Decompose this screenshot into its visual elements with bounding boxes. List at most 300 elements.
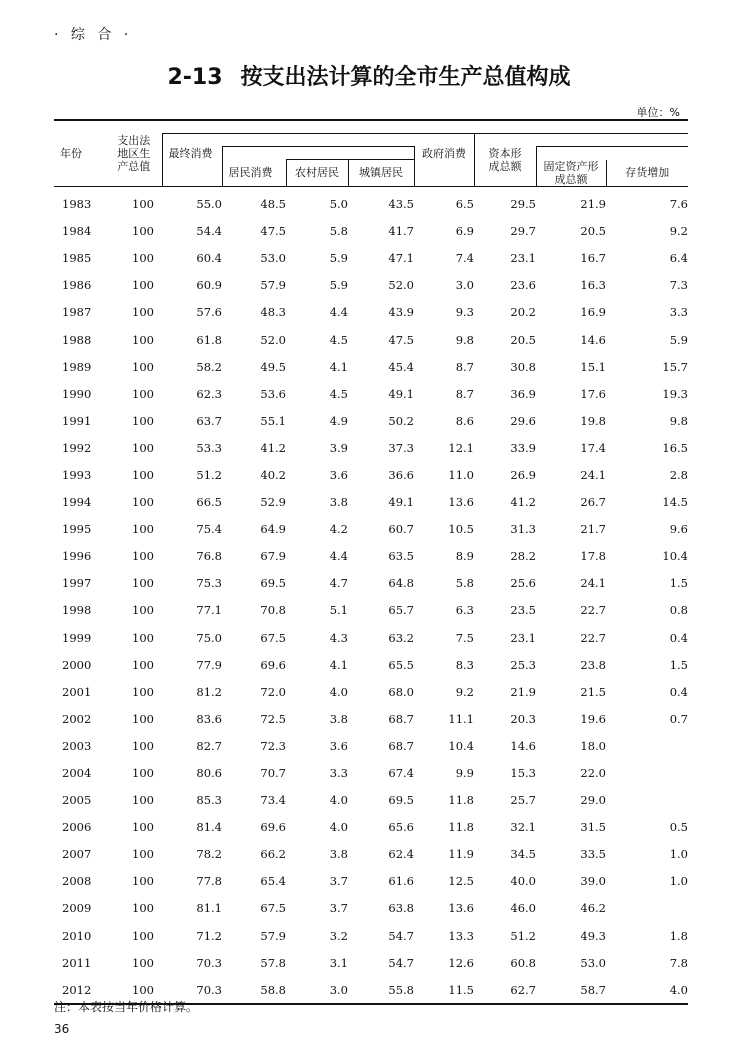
cell-inventory: 7.6: [669, 197, 688, 212]
section-label: · 综 合 ·: [54, 27, 133, 43]
cell-final-consumption: 53.3: [196, 440, 222, 455]
cell-final-consumption: 51.2: [196, 467, 222, 482]
cell-urban: 47.1: [388, 251, 414, 266]
cell-final-consumption: 71.2: [196, 928, 222, 943]
cell-fixed-capital: 18.0: [580, 738, 606, 753]
header-capital-bracket: [474, 134, 688, 147]
table-number: 2-13: [167, 65, 223, 90]
cell-year: 1994: [62, 495, 92, 510]
cell-government: 12.6: [448, 955, 474, 970]
cell-fixed-capital: 22.7: [580, 603, 606, 618]
table-row: [54, 732, 688, 759]
cell-inventory: 2.8: [669, 467, 688, 482]
cell-rural: 4.4: [329, 305, 348, 320]
cell-gdp: 100: [132, 386, 154, 401]
cell-fixed-capital: 19.6: [580, 711, 606, 726]
cell-inventory: 7.8: [669, 955, 688, 970]
cell-urban: 49.1: [388, 495, 414, 510]
cell-urban: 67.4: [388, 766, 414, 781]
cell-urban: 69.5: [388, 793, 414, 808]
cell-gdp: 100: [106, 976, 162, 1004]
cell-inventory: 1.5: [669, 657, 688, 672]
cell-inventory: 4.0: [606, 976, 688, 1004]
cell-urban: 65.6: [388, 820, 414, 835]
cell-fixed-capital: 49.3: [580, 928, 606, 943]
cell-household: 70.7: [260, 766, 286, 781]
cell-inventory: 16.5: [662, 440, 688, 455]
unit-label: 单位：%: [636, 106, 680, 119]
cell-urban: 52.0: [388, 278, 414, 293]
cell-government: 6.3: [455, 603, 474, 618]
cell-final-consumption: 76.8: [196, 549, 222, 564]
cell-rural: 5.0: [329, 197, 348, 212]
cell-urban: 65.5: [388, 657, 414, 672]
cell-government: 9.8: [455, 332, 474, 347]
cell-household: 57.8: [260, 955, 286, 970]
cell-final-consumption: 78.2: [196, 847, 222, 862]
cell-inventory: 1.5: [669, 576, 688, 591]
cell-inventory: 9.6: [669, 522, 688, 537]
cell-capital-formation: 31.3: [510, 522, 536, 537]
cell-household: 52.9: [260, 495, 286, 510]
cell-government: 8.7: [455, 386, 474, 401]
cell-government: 11.0: [448, 467, 474, 482]
cell-household: 49.5: [260, 359, 286, 374]
cell-final-consumption: 70.3: [162, 976, 222, 1004]
cell-gdp: 100: [132, 305, 154, 320]
table-row: [54, 218, 688, 245]
cell-rural: 4.0: [329, 820, 348, 835]
cell-fixed-capital: 46.2: [580, 901, 606, 916]
cell-gdp: 100: [132, 684, 154, 699]
cell-inventory: 0.4: [669, 684, 688, 699]
cell-gdp: 100: [132, 467, 154, 482]
cell-urban: 60.7: [388, 522, 414, 537]
table-row: [54, 272, 688, 299]
cell-household: 72.3: [260, 738, 286, 753]
cell-rural: 4.5: [329, 332, 348, 347]
cell-gdp: 100: [132, 224, 154, 239]
cell-gdp: 100: [132, 738, 154, 753]
cell-gdp: 100: [132, 874, 154, 889]
cell-capital-formation: 30.8: [510, 359, 536, 374]
cell-inventory: 6.4: [669, 251, 688, 266]
cell-household: 64.9: [260, 522, 286, 537]
cell-inventory: 1.0: [669, 847, 688, 862]
cell-fixed-capital: 33.5: [580, 847, 606, 862]
cell-government: 11.1: [448, 711, 474, 726]
cell-fixed-capital: 29.0: [580, 793, 606, 808]
cell-government: 11.5: [414, 976, 474, 1004]
table-row: [54, 597, 688, 624]
cell-capital-formation: 15.3: [510, 766, 536, 781]
table-row: [54, 245, 688, 272]
cell-household: 40.2: [260, 467, 286, 482]
cell-government: 8.3: [455, 657, 474, 672]
cell-government: 11.8: [448, 793, 474, 808]
cell-final-consumption: 66.5: [196, 495, 222, 510]
cell-household: 67.5: [260, 901, 286, 916]
cell-rural: 4.0: [329, 793, 348, 808]
cell-fixed-capital: 16.3: [580, 278, 606, 293]
cell-fixed-capital: 17.8: [580, 549, 606, 564]
cell-fixed-capital: 26.7: [580, 495, 606, 510]
cell-household: 65.4: [260, 874, 286, 889]
cell-fixed-capital: 16.9: [580, 305, 606, 320]
cell-year: 1983: [62, 197, 92, 212]
cell-gdp: 100: [132, 901, 154, 916]
cell-fixed-capital: 16.7: [580, 251, 606, 266]
cell-year: 2012: [54, 976, 106, 1004]
cell-gdp: 100: [132, 603, 154, 618]
cell-government: 12.1: [448, 440, 474, 455]
cell-household: 41.2: [260, 440, 286, 455]
cell-urban: 68.7: [388, 738, 414, 753]
header-household: 居民消费: [222, 160, 286, 187]
table-row: [54, 841, 688, 868]
page-number: 36: [54, 1022, 70, 1036]
table-row: [54, 814, 688, 841]
cell-inventory: 0.4: [669, 630, 688, 645]
cell-inventory: [606, 732, 688, 759]
table-body: [54, 186, 688, 1004]
table-row: [54, 380, 688, 407]
cell-government: 9.9: [455, 766, 474, 781]
cell-urban: 41.7: [388, 224, 414, 239]
table-row: [54, 489, 688, 516]
table-row: [54, 407, 688, 434]
header-consumption-bracket: [162, 134, 474, 147]
table-row: [54, 326, 688, 353]
cell-year: 1992: [62, 440, 92, 455]
cell-capital-formation: 62.7: [474, 976, 536, 1004]
cell-urban: 64.8: [388, 576, 414, 591]
header-capital-line-1: 资本形: [488, 146, 522, 160]
cell-gdp: 100: [132, 576, 154, 591]
cell-urban: 68.0: [388, 684, 414, 699]
cell-inventory: 10.4: [662, 549, 688, 564]
cell-rural: 4.3: [329, 630, 348, 645]
cell-rural: 4.5: [329, 386, 348, 401]
cell-inventory: 1.8: [669, 928, 688, 943]
cell-inventory: 14.5: [662, 495, 688, 510]
cell-final-consumption: 77.9: [196, 657, 222, 672]
header-capital-line-2: 成总额: [488, 159, 522, 173]
table-row: [54, 787, 688, 814]
cell-inventory: 7.3: [669, 278, 688, 293]
cell-capital-formation: 51.2: [510, 928, 536, 943]
cell-fixed-capital: 15.1: [580, 359, 606, 374]
cell-government: 11.9: [448, 847, 474, 862]
header-gdp-line-3: 产总值: [117, 159, 151, 173]
header-inventory: 存货增加: [606, 160, 688, 187]
cell-final-consumption: 75.4: [196, 522, 222, 537]
cell-urban: 36.6: [388, 467, 414, 482]
cell-capital-formation: 25.3: [510, 657, 536, 672]
cell-urban: 62.4: [388, 847, 414, 862]
cell-final-consumption: 60.4: [196, 251, 222, 266]
table-row: [54, 434, 688, 461]
gdp-composition-table: [54, 119, 688, 1005]
cell-gdp: 100: [132, 928, 154, 943]
header-household-bracket: [222, 147, 414, 160]
cell-fixed-capital: 58.7: [536, 976, 606, 1004]
cell-capital-formation: 34.5: [510, 847, 536, 862]
cell-rural: 4.9: [329, 413, 348, 428]
cell-year: 2011: [62, 955, 92, 970]
cell-gdp: 100: [132, 793, 154, 808]
cell-household: 58.8: [222, 976, 286, 1004]
footnote: 注：本表按当年价格计算。: [54, 1000, 199, 1014]
cell-final-consumption: 83.6: [196, 711, 222, 726]
cell-capital-formation: 26.9: [510, 467, 536, 482]
cell-final-consumption: 81.4: [196, 820, 222, 835]
cell-gdp: 100: [132, 711, 154, 726]
cell-fixed-capital: 21.9: [580, 197, 606, 212]
cell-inventory: [606, 787, 688, 814]
cell-household: 69.5: [260, 576, 286, 591]
cell-rural: 5.9: [329, 278, 348, 293]
cell-year: 2003: [62, 738, 92, 753]
cell-final-consumption: 77.8: [196, 874, 222, 889]
cell-fixed-capital: 24.1: [580, 576, 606, 591]
cell-final-consumption: 54.4: [196, 224, 222, 239]
cell-household: 48.5: [260, 197, 286, 212]
table-row: [54, 651, 688, 678]
cell-year: 2001: [62, 684, 92, 699]
cell-capital-formation: 21.9: [510, 684, 536, 699]
cell-urban: 61.6: [388, 874, 414, 889]
cell-final-consumption: 85.3: [196, 793, 222, 808]
page-title: [0, 60, 738, 91]
cell-rural: 3.1: [329, 955, 348, 970]
cell-fixed-capital: 53.0: [580, 955, 606, 970]
cell-fixed-capital: 39.0: [580, 874, 606, 889]
cell-capital-formation: 25.6: [510, 576, 536, 591]
cell-inventory: [606, 759, 688, 786]
cell-year: 2005: [62, 793, 92, 808]
cell-household: 70.8: [260, 603, 286, 618]
cell-gdp: 100: [132, 332, 154, 347]
cell-year: 1996: [62, 549, 92, 564]
cell-urban: 63.8: [388, 901, 414, 916]
cell-final-consumption: 63.7: [196, 413, 222, 428]
cell-capital-formation: 23.5: [510, 603, 536, 618]
cell-rural: 5.1: [329, 603, 348, 618]
cell-final-consumption: 82.7: [196, 738, 222, 753]
cell-government: 8.6: [455, 413, 474, 428]
cell-household: 47.5: [260, 224, 286, 239]
cell-year: 1997: [62, 576, 92, 591]
header-government: 政府消费: [414, 147, 474, 187]
cell-urban: 50.2: [388, 413, 414, 428]
header-fixed-capital: [536, 160, 606, 187]
cell-household: 66.2: [260, 847, 286, 862]
cell-household: 53.0: [260, 251, 286, 266]
cell-gdp: 100: [132, 549, 154, 564]
cell-inventory: 5.9: [669, 332, 688, 347]
cell-rural: 4.2: [329, 522, 348, 537]
cell-gdp: 100: [132, 766, 154, 781]
cell-household: 67.9: [260, 549, 286, 564]
cell-household: 69.6: [260, 657, 286, 672]
cell-capital-formation: 14.6: [510, 738, 536, 753]
cell-government: 11.8: [448, 820, 474, 835]
cell-gdp: 100: [132, 251, 154, 266]
cell-gdp: 100: [132, 522, 154, 537]
header-gdp-line-1: 支出法: [117, 133, 151, 147]
cell-household: 72.5: [260, 711, 286, 726]
cell-rural: 3.8: [329, 495, 348, 510]
cell-household: 73.4: [260, 793, 286, 808]
cell-inventory: 19.3: [662, 386, 688, 401]
table-row: [54, 461, 688, 488]
cell-urban: 65.7: [388, 603, 414, 618]
cell-final-consumption: 55.0: [196, 197, 222, 212]
cell-gdp: 100: [132, 630, 154, 645]
header-gdp: [106, 120, 162, 186]
cell-final-consumption: 70.3: [196, 955, 222, 970]
cell-year: 1991: [62, 413, 92, 428]
cell-government: 5.8: [455, 576, 474, 591]
cell-capital-formation: 40.0: [510, 874, 536, 889]
cell-final-consumption: 80.6: [196, 766, 222, 781]
cell-household: 57.9: [260, 928, 286, 943]
cell-year: 2004: [62, 766, 92, 781]
cell-household: 69.6: [260, 820, 286, 835]
cell-government: 6.9: [455, 224, 474, 239]
cell-urban: 37.3: [388, 440, 414, 455]
cell-final-consumption: 58.2: [196, 359, 222, 374]
cell-government: 13.6: [448, 901, 474, 916]
cell-year: 1989: [62, 359, 92, 374]
cell-fixed-capital: 21.7: [580, 522, 606, 537]
cell-rural: 3.8: [329, 847, 348, 862]
cell-rural: 3.7: [329, 874, 348, 889]
table-row: [54, 516, 688, 543]
cell-year: 1984: [62, 224, 92, 239]
cell-final-consumption: 62.3: [196, 386, 222, 401]
cell-government: 10.4: [448, 738, 474, 753]
cell-final-consumption: 81.2: [196, 684, 222, 699]
header-fixed-line-1: 固定资产形: [543, 159, 599, 173]
cell-rural: 4.0: [329, 684, 348, 699]
cell-year: 1986: [62, 278, 92, 293]
cell-capital-formation: 33.9: [510, 440, 536, 455]
header-top-spacer: [162, 120, 688, 134]
cell-government: 9.3: [455, 305, 474, 320]
table-row: [54, 868, 688, 895]
cell-household: 52.0: [260, 332, 286, 347]
cell-gdp: 100: [132, 413, 154, 428]
cell-capital-formation: 29.7: [510, 224, 536, 239]
table-row: [54, 624, 688, 651]
table-row: [54, 543, 688, 570]
header-urban: 城镇居民: [348, 160, 414, 187]
cell-government: 9.2: [455, 684, 474, 699]
table-row: [54, 759, 688, 786]
cell-final-consumption: 61.8: [196, 332, 222, 347]
cell-capital-formation: 25.7: [510, 793, 536, 808]
header-fixed-line-2: 成总额: [554, 172, 588, 186]
cell-rural: 4.1: [329, 657, 348, 672]
cell-capital-formation: 32.1: [510, 820, 536, 835]
cell-fixed-capital: 14.6: [580, 332, 606, 347]
table-row: [54, 922, 688, 949]
cell-rural: 4.7: [329, 576, 348, 591]
cell-capital-formation: 60.8: [510, 955, 536, 970]
cell-rural: 3.2: [329, 928, 348, 943]
cell-rural: 4.4: [329, 549, 348, 564]
cell-gdp: 100: [132, 359, 154, 374]
cell-year: 1985: [62, 251, 92, 266]
cell-household: 72.0: [260, 684, 286, 699]
cell-fixed-capital: 24.1: [580, 467, 606, 482]
cell-fixed-capital: 21.5: [580, 684, 606, 699]
cell-fixed-capital: 22.7: [580, 630, 606, 645]
cell-government: 13.6: [448, 495, 474, 510]
table-row: [54, 678, 688, 705]
cell-year: 1988: [62, 332, 92, 347]
cell-capital-formation: 29.5: [510, 197, 536, 212]
table-row: [54, 570, 688, 597]
cell-rural: 3.7: [329, 901, 348, 916]
cell-year: 2007: [62, 847, 92, 862]
cell-fixed-capital: 22.0: [580, 766, 606, 781]
cell-final-consumption: 75.0: [196, 630, 222, 645]
cell-capital-formation: 20.5: [510, 332, 536, 347]
cell-government: 3.0: [455, 278, 474, 293]
table-header: [54, 120, 688, 186]
cell-urban: 54.7: [388, 955, 414, 970]
cell-gdp: 100: [132, 495, 154, 510]
cell-inventory: 0.5: [669, 820, 688, 835]
cell-gdp: 100: [132, 278, 154, 293]
cell-gdp: 100: [132, 955, 154, 970]
cell-capital-formation: 23.1: [510, 251, 536, 266]
cell-year: 1998: [62, 603, 92, 618]
cell-gdp: 100: [132, 847, 154, 862]
cell-government: 7.5: [455, 630, 474, 645]
table-row: [54, 949, 688, 976]
header-year: 年份: [54, 120, 106, 186]
cell-capital-formation: 46.0: [510, 901, 536, 916]
cell-year: 1990: [62, 386, 92, 401]
cell-household: 67.5: [260, 630, 286, 645]
cell-gdp: 100: [132, 440, 154, 455]
cell-government: 12.5: [448, 874, 474, 889]
cell-final-consumption: 81.1: [196, 901, 222, 916]
cell-final-consumption: 57.6: [196, 305, 222, 320]
cell-year: 2008: [62, 874, 92, 889]
cell-year: 2006: [62, 820, 92, 835]
cell-capital-formation: 20.2: [510, 305, 536, 320]
cell-household: 57.9: [260, 278, 286, 293]
cell-urban: 63.2: [388, 630, 414, 645]
cell-capital-formation: 36.9: [510, 386, 536, 401]
cell-rural: 4.1: [329, 359, 348, 374]
cell-rural: 5.8: [329, 224, 348, 239]
cell-year: 2009: [62, 901, 92, 916]
table-row: [54, 186, 688, 218]
cell-gdp: 100: [132, 820, 154, 835]
cell-capital-formation: 23.6: [510, 278, 536, 293]
cell-inventory: 9.2: [669, 224, 688, 239]
cell-rural: 3.6: [329, 738, 348, 753]
header-fixed-bracket: [536, 147, 688, 160]
cell-gdp: 100: [132, 657, 154, 672]
table-row: [54, 895, 688, 922]
